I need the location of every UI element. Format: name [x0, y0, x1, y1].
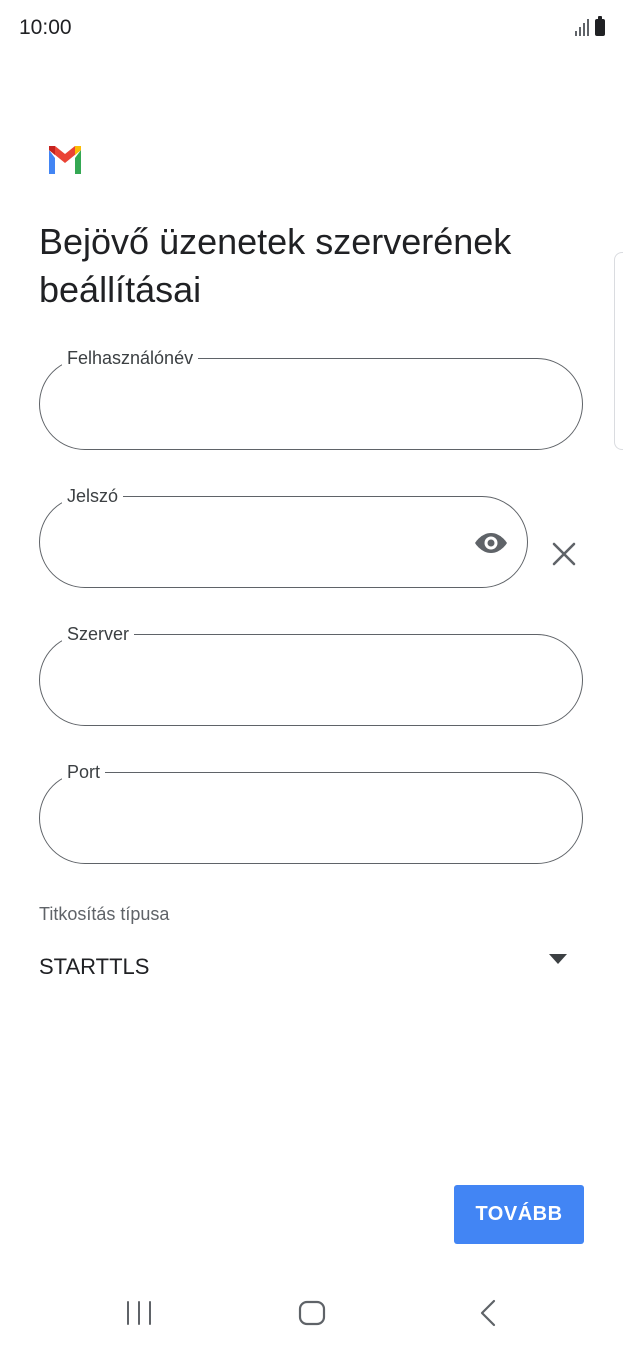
recents-icon[interactable] — [124, 1300, 154, 1326]
status-bar — [0, 0, 623, 60]
next-button[interactable]: TOVÁBB — [454, 1185, 584, 1244]
port-field[interactable] — [39, 762, 583, 864]
port-label: Port — [62, 762, 105, 782]
close-icon[interactable] — [549, 539, 579, 569]
password-label: Jelszó — [62, 486, 123, 506]
password-field[interactable] — [39, 486, 528, 588]
back-icon[interactable] — [476, 1298, 500, 1328]
server-field[interactable] — [39, 624, 583, 726]
signal-icon — [575, 18, 589, 36]
username-label: Felhasználónév — [62, 348, 198, 368]
username-input[interactable] — [64, 387, 500, 425]
encryption-select[interactable] — [39, 944, 579, 990]
eye-icon[interactable] — [471, 525, 511, 561]
password-input[interactable] — [64, 525, 445, 563]
dropdown-arrow-icon — [549, 954, 567, 964]
username-field[interactable] — [39, 348, 583, 450]
status-time: 10:00 — [19, 16, 72, 39]
encryption-label: Titkosítás típusa — [39, 904, 170, 924]
gmail-icon — [46, 146, 84, 176]
server-label: Szerver — [62, 624, 134, 644]
page-title: Bejövő üzenetek szerverének beállításai — [39, 221, 512, 310]
battery-icon — [595, 19, 605, 36]
encryption-value: STARTTLS — [39, 954, 150, 979]
navigation-bar — [0, 1270, 623, 1351]
port-input[interactable] — [64, 801, 500, 839]
status-icons — [575, 18, 605, 36]
server-input[interactable] — [64, 663, 500, 701]
home-icon[interactable] — [297, 1299, 327, 1327]
scroll-indicator[interactable] — [614, 252, 623, 450]
